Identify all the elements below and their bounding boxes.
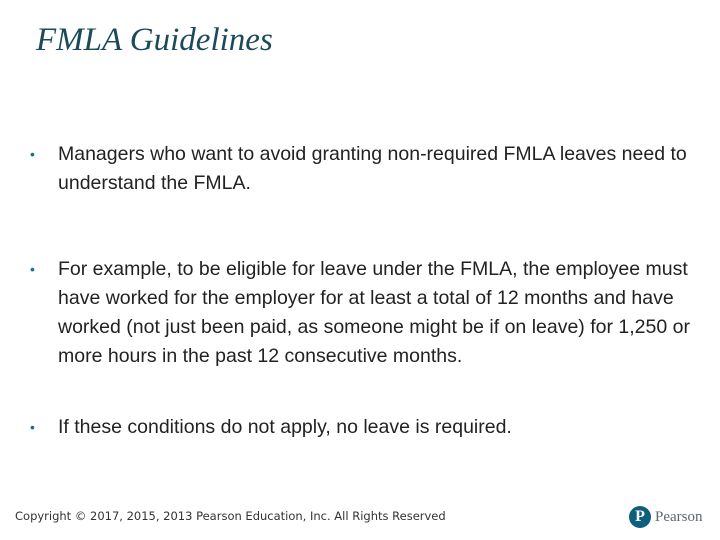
bullet-item [30,255,690,371]
bullet-text: If these conditions do not apply, no leave is required. [58,416,512,438]
bullet-marker: • [30,146,35,162]
pearson-logo [629,505,703,529]
bullet-text: For example, to be eligible for leave under the FMLA, the employee must have worked for the employer for at least a total of 12 months and have worked (not just been paid, as someone might be if on leave) for 1,250 or more hours in the past 12 consecutive months. [58,258,690,367]
pearson-logo-text: Pearson [655,508,703,525]
bullet-marker: • [30,419,35,435]
bullet-item [30,140,690,198]
pearson-logo-icon: P [629,506,651,528]
bullet-text: Managers who want to avoid granting non-required FMLA leaves need to understand the FMLA. [58,143,687,194]
bullet-item [30,413,690,442]
copyright-footer: Copyright © 2017, 2015, 2013 Pearson Education, Inc. All Rights Reserved [15,509,446,523]
slide-title: FMLA Guidelines [36,22,273,58]
bullet-marker: • [30,261,35,277]
